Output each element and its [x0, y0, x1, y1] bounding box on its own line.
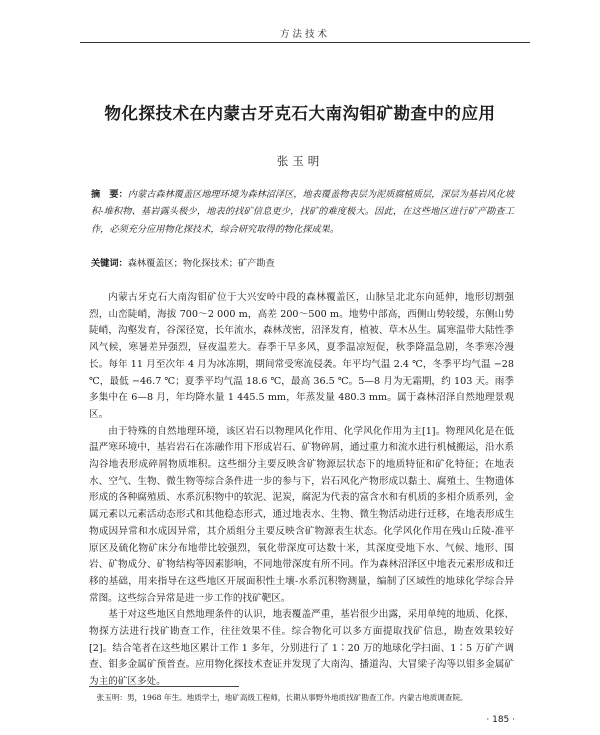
keywords-text: 森林覆盖区；物化探技术；矿产勘查	[127, 258, 275, 269]
body-paragraph-3: 基于对这些地区自然地理条件的认识，地表覆盖严重，基岩很少出露，采用单纯的地质、化探、物探方法进行找矿勘查工作，往往效果不佳。综合物化可以多方面提取找矿信息，勘查效果较好[2]。结合笔者在这些地区累计工作 1 多年，分别进行了 1∶20 万的地球化学扫面、1∶5 万矿产调查、钼多金属矿预普查。应用物化探技术查证并发现了大南沟、播道沟、大冒梁子沟等以钼多金属矿为主的矿区多处。	[89, 609, 514, 688]
body-paragraph-2: 由于特殊的自然地理环境，该区岩石以物理风化作用、化学风化作用为主[1]。物理风化是在低温严寒环境中，基岩岩石在冻融作用下形成岩石、矿物碎屑，通过重力和流水进行机械搬运，沿水系沟谷地表形成碎屑物质堆积。这些细分主要反映含矿物源层状态下的地质特征和矿化特征；在地表水、空气、生物、微生物等综合条件进一步的参与下，岩石风化产物形成以黏土、腐殖土、生物遗体形成的各种腐殖质、水系沉积物中的软泥、泥炭，腐泥为代表的富含水和有机质的多相介质系列，金属元素以元素活动态形式和其他稳态形式，通过地表水、生物、微生物活动进行迁移，在地表形成生物成因异常和水成因异常，其介质组分主要反映含矿物源表生状态。化学风化作用在残山丘陵-准平原区及硫化物矿床分布地带比较强烈，氧化带深度可达数十米，其深度受地下水、气候、地形、围岩、矿物成分、矿物结构等因素影响，不同地带深度有所不同。作为森林沼泽区中地表元素形成和迁移的基础，用来指导在这些地区开展面积性土壤-水系沉积物测量，编制了区域性的地球化学综合异常图。这些综合异常是进一步工作的找矿靶区。	[89, 425, 514, 604]
article-title: 物化探技术在内蒙古牙克石大南沟钼矿勘查中的应用	[104, 104, 496, 123]
abstract-label: 摘 要：	[91, 189, 128, 200]
abstract-text: 内蒙古森林覆盖区地理环境为森林沼泽区，地表覆盖物表层为泥质腐植质层，深层为基岩风化坡积-堆积物、基岩露头极少，地表的找矿信息更少，找矿的难度极大。因此，在这些地区进行矿产勘查工作，必须充分应用物化探技术，综合研究取得的物化探成果。	[91, 189, 515, 235]
running-header	[80, 26, 530, 43]
body-paragraph-1: 内蒙古牙克石大南沟钼矿位于大兴安岭中段的森林覆盖区，山脉呈北北东向延伸，地形切割强烈，山峦陡峭，海拔 700～2 000 m，高差 200～500 m。地势中部高，西侧山势较缓，东侧山势陡峭，沟壑发育，谷深径宽，长年流水，森林茂密，沼泽发育，植被、草木丛生。属寒温带大陆性季风气候，寒暑差异强烈，昼夜温差大。春季干旱多风，夏季温凉短促，秋季降温急剧，冬季寒冷漫长。每年 11 月至次年 4 月为冰冻期，期间常受寒流侵袭。年平均气温 2.4 ℃，冬季平均气温 −28 ℃，最低 −46.7 ℃；夏季平均气温 18.6 ℃，最高 36.5 ℃。5—8 月为无霜期，约 103 天。雨季多集中在 6—8 月，年均降水量 1 445.5 mm，年蒸发量 480.3 mm。属于森林沼泽自然地理景观区。	[89, 292, 514, 420]
article-body	[89, 290, 514, 691]
running-header-title: 方法技术	[279, 29, 330, 40]
article-author: 张玉明	[276, 154, 324, 168]
author-footnote: 张玉明：男，1968 年生。地质学士，地矿高级工程师，长期从事野外地质找矿勘查工作。内蒙古地质调查院。	[96, 693, 468, 702]
keywords-label: 关键词：	[91, 258, 128, 269]
keywords	[91, 256, 514, 272]
abstract	[91, 186, 514, 238]
footnote-divider	[89, 686, 239, 687]
page-number: · 185 ·	[486, 715, 515, 725]
